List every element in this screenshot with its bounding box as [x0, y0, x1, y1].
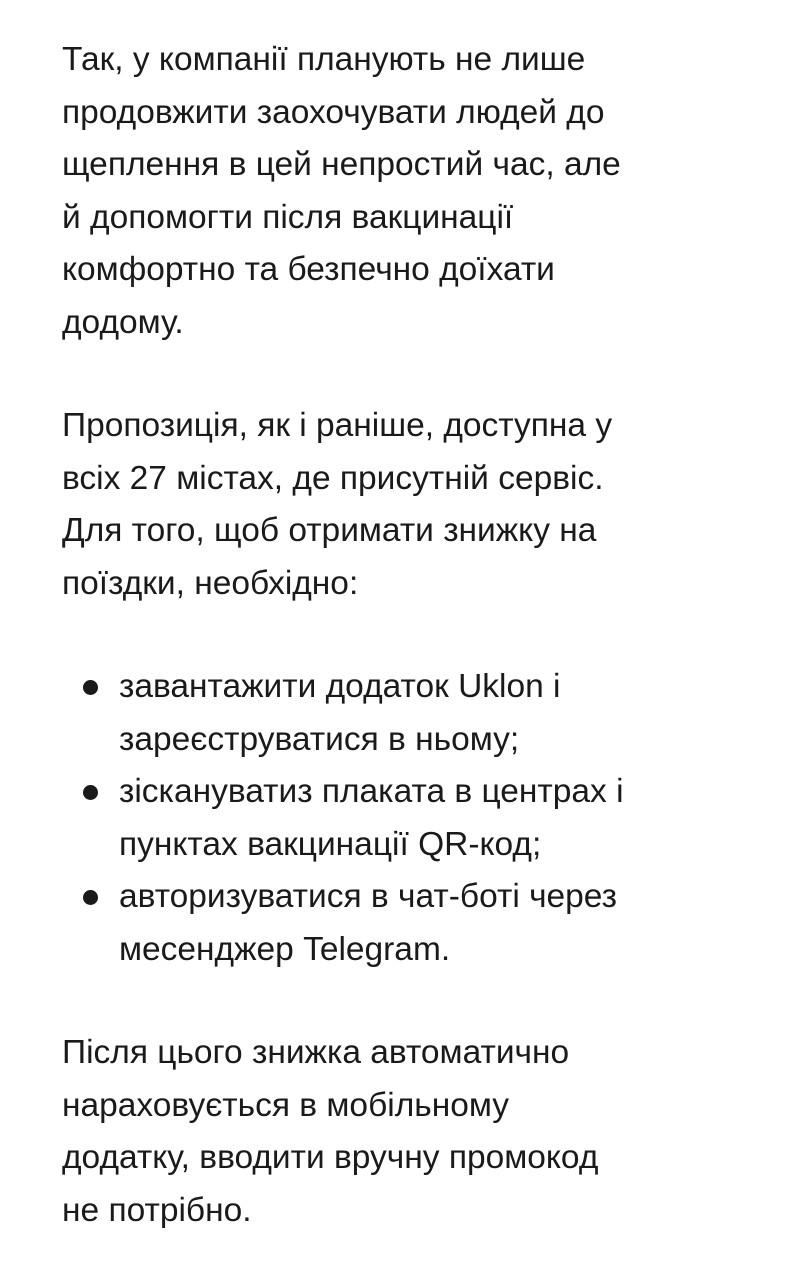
text-line: Після цього знижка автоматично: [62, 1034, 570, 1071]
paragraph-gap: [62, 349, 767, 400]
text-line: й допомогти після вакцинації: [62, 198, 514, 236]
paragraph-offer-availability: [62, 400, 767, 610]
text-line: Пропозиція, як і раніше, доступна у: [62, 407, 613, 444]
bullet-icon: [83, 785, 98, 800]
paragraph-gap: [62, 976, 767, 1027]
paragraph-company-plans: [62, 34, 767, 349]
text-line: комфортно та безпечно доїхати: [62, 251, 555, 288]
text-line: месенджер Telegram.: [119, 930, 451, 968]
text-line: Так, у компанії планують не лише: [62, 41, 586, 78]
list-item: [62, 661, 767, 766]
bullet-icon: [83, 890, 98, 905]
text-line: всіх 27 містах, де присутній сервіс.: [62, 459, 604, 497]
paragraph-gap: [62, 610, 767, 661]
bullet-icon: [83, 680, 98, 695]
steps-list: [62, 661, 767, 976]
text-line: завантажити додаток Uklon і: [119, 668, 561, 705]
text-line: Для того, щоб отримати знижку на: [62, 512, 597, 549]
text-line: зареєструватися в ньому;: [119, 720, 520, 758]
text-line: додатку, вводити вручну промокод: [62, 1139, 599, 1176]
text-line: не потрібно.: [62, 1191, 252, 1229]
text-line: авторизуватися в чат-боті через: [119, 878, 618, 915]
text-line: щеплення в цей непростий час, але: [62, 146, 621, 183]
text-line: поїздки, необхідно:: [62, 564, 359, 602]
article-text: [62, 34, 767, 1237]
text-line: зіскануватиз плаката в центрах і: [119, 773, 624, 810]
text-line: нараховується в мобільному: [62, 1086, 509, 1124]
list-item: [62, 871, 767, 976]
text-line: додому.: [62, 303, 184, 341]
text-line: продовжити заохочувати людей до: [62, 93, 605, 131]
text-line: пунктах вакцинації QR-код;: [119, 825, 542, 863]
list-item: [62, 766, 767, 871]
paragraph-discount-applied: [62, 1027, 767, 1237]
